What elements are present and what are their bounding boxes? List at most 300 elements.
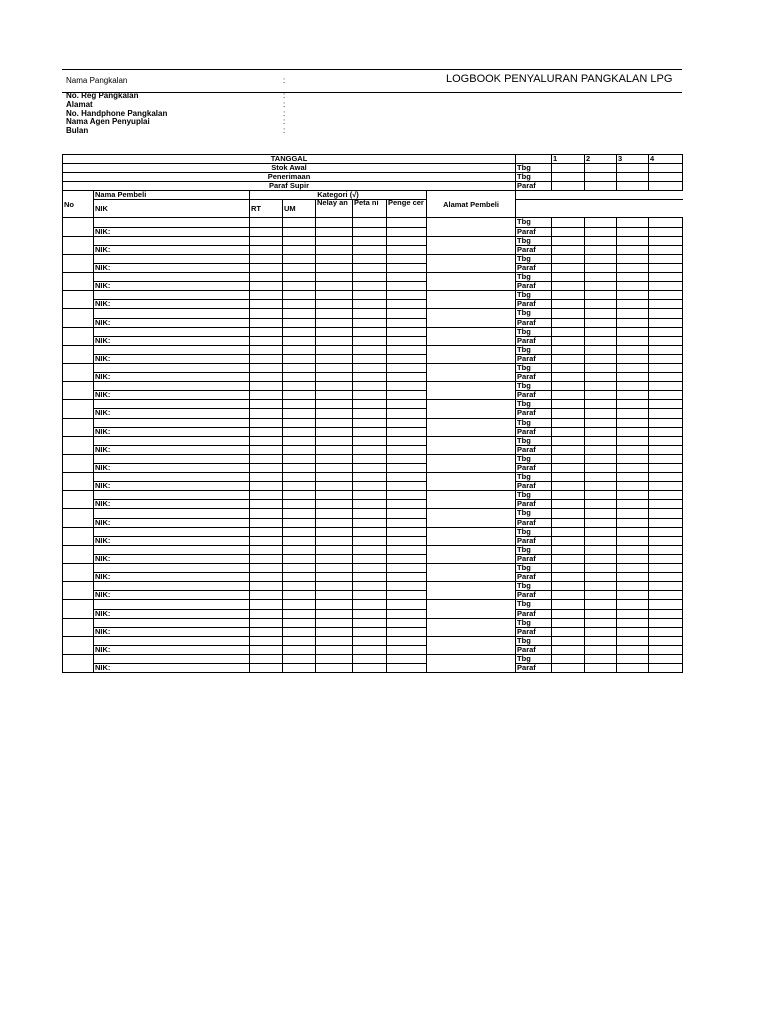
kategori-cell[interactable] — [353, 263, 387, 272]
entry-no-cell[interactable] — [63, 382, 94, 400]
kategori-cell[interactable] — [283, 573, 316, 582]
kategori-cell[interactable] — [387, 609, 427, 618]
kategori-cell[interactable] — [250, 227, 283, 236]
kategori-cell[interactable] — [316, 327, 353, 336]
day-cell[interactable] — [585, 291, 617, 300]
nama-pembeli-cell[interactable] — [94, 454, 250, 463]
kategori-cell[interactable] — [250, 500, 283, 509]
kategori-cell[interactable] — [387, 545, 427, 554]
kategori-cell[interactable] — [283, 245, 316, 254]
kategori-cell[interactable] — [353, 336, 387, 345]
day-cell[interactable] — [649, 309, 683, 318]
day-cell[interactable] — [552, 273, 585, 282]
kategori-cell[interactable] — [387, 336, 427, 345]
day-cell[interactable] — [649, 263, 683, 272]
kategori-cell[interactable] — [250, 518, 283, 527]
entry-no-cell[interactable] — [63, 545, 94, 563]
nama-pembeli-cell[interactable] — [94, 491, 250, 500]
day-cell[interactable] — [649, 627, 683, 636]
alamat-pembeli-cell[interactable] — [427, 636, 516, 654]
entry-no-cell[interactable] — [63, 509, 94, 527]
kategori-cell[interactable] — [283, 254, 316, 263]
kategori-cell[interactable] — [387, 454, 427, 463]
alamat-pembeli-cell[interactable] — [427, 273, 516, 291]
kategori-cell[interactable] — [387, 309, 427, 318]
kategori-cell[interactable] — [250, 664, 283, 673]
kategori-cell[interactable] — [283, 664, 316, 673]
day-cell[interactable] — [617, 482, 649, 491]
nama-pembeli-cell[interactable] — [94, 309, 250, 318]
kategori-cell[interactable] — [316, 354, 353, 363]
day-cell[interactable] — [617, 564, 649, 573]
kategori-cell[interactable] — [250, 282, 283, 291]
kategori-cell[interactable] — [353, 391, 387, 400]
kategori-cell[interactable] — [283, 536, 316, 545]
kategori-cell[interactable] — [353, 282, 387, 291]
day-cell[interactable] — [552, 591, 585, 600]
kategori-cell[interactable] — [250, 509, 283, 518]
day-cell[interactable] — [552, 300, 585, 309]
day-cell[interactable] — [552, 600, 585, 609]
kategori-cell[interactable] — [387, 263, 427, 272]
kategori-cell[interactable] — [250, 263, 283, 272]
kategori-cell[interactable] — [250, 409, 283, 418]
kategori-cell[interactable] — [250, 627, 283, 636]
kategori-cell[interactable] — [250, 354, 283, 363]
day-cell[interactable] — [585, 318, 617, 327]
alamat-pembeli-cell[interactable] — [427, 309, 516, 327]
day-cell[interactable] — [617, 491, 649, 500]
kategori-cell[interactable] — [353, 591, 387, 600]
day-cell[interactable] — [649, 445, 683, 454]
kategori-cell[interactable] — [250, 591, 283, 600]
kategori-cell[interactable] — [353, 427, 387, 436]
day-cell[interactable] — [585, 173, 617, 182]
day-cell[interactable] — [585, 436, 617, 445]
kategori-cell[interactable] — [353, 327, 387, 336]
day-cell[interactable] — [552, 309, 585, 318]
kategori-cell[interactable] — [353, 627, 387, 636]
kategori-cell[interactable] — [283, 618, 316, 627]
nama-pembeli-cell[interactable] — [94, 291, 250, 300]
kategori-cell[interactable] — [353, 600, 387, 609]
kategori-cell[interactable] — [250, 327, 283, 336]
day-cell[interactable] — [649, 164, 683, 173]
kategori-cell[interactable] — [250, 391, 283, 400]
kategori-cell[interactable] — [316, 418, 353, 427]
day-cell[interactable] — [617, 436, 649, 445]
alamat-pembeli-cell[interactable] — [427, 509, 516, 527]
kategori-cell[interactable] — [387, 245, 427, 254]
kategori-cell[interactable] — [387, 473, 427, 482]
kategori-cell[interactable] — [353, 482, 387, 491]
kategori-cell[interactable] — [283, 400, 316, 409]
day-cell[interactable] — [585, 454, 617, 463]
day-cell[interactable] — [649, 391, 683, 400]
kategori-cell[interactable] — [387, 218, 427, 227]
entry-no-cell[interactable] — [63, 600, 94, 618]
nama-pembeli-cell[interactable] — [94, 436, 250, 445]
kategori-cell[interactable] — [353, 291, 387, 300]
day-cell[interactable] — [617, 236, 649, 245]
nama-pembeli-cell[interactable] — [94, 618, 250, 627]
kategori-cell[interactable] — [283, 482, 316, 491]
nama-pembeli-cell[interactable] — [94, 273, 250, 282]
kategori-cell[interactable] — [316, 627, 353, 636]
day-cell[interactable] — [585, 391, 617, 400]
kategori-cell[interactable] — [250, 309, 283, 318]
kategori-cell[interactable] — [283, 273, 316, 282]
kategori-cell[interactable] — [353, 500, 387, 509]
alamat-pembeli-cell[interactable] — [427, 491, 516, 509]
day-cell[interactable] — [649, 473, 683, 482]
day-cell[interactable] — [552, 518, 585, 527]
day-cell[interactable] — [552, 354, 585, 363]
entry-no-cell[interactable] — [63, 291, 94, 309]
kategori-cell[interactable] — [316, 582, 353, 591]
day-cell[interactable] — [552, 473, 585, 482]
kategori-cell[interactable] — [283, 318, 316, 327]
day-cell[interactable] — [552, 427, 585, 436]
day-cell[interactable] — [585, 518, 617, 527]
kategori-cell[interactable] — [250, 400, 283, 409]
kategori-cell[interactable] — [316, 227, 353, 236]
kategori-cell[interactable] — [283, 554, 316, 563]
day-cell[interactable] — [552, 263, 585, 272]
kategori-cell[interactable] — [283, 282, 316, 291]
nama-pembeli-cell[interactable] — [94, 218, 250, 227]
day-cell[interactable] — [649, 327, 683, 336]
kategori-cell[interactable] — [387, 591, 427, 600]
day-cell[interactable] — [552, 500, 585, 509]
day-cell[interactable] — [649, 482, 683, 491]
day-cell[interactable] — [552, 282, 585, 291]
kategori-cell[interactable] — [283, 645, 316, 654]
kategori-cell[interactable] — [387, 518, 427, 527]
kategori-cell[interactable] — [387, 464, 427, 473]
kategori-cell[interactable] — [353, 545, 387, 554]
day-cell[interactable] — [617, 518, 649, 527]
day-cell[interactable] — [617, 245, 649, 254]
day-cell[interactable] — [649, 645, 683, 654]
day-cell[interactable] — [552, 164, 585, 173]
kategori-cell[interactable] — [250, 609, 283, 618]
kategori-cell[interactable] — [316, 518, 353, 527]
day-cell[interactable] — [585, 473, 617, 482]
day-cell[interactable] — [649, 491, 683, 500]
kategori-cell[interactable] — [316, 600, 353, 609]
day-cell[interactable] — [585, 500, 617, 509]
kategori-cell[interactable] — [353, 254, 387, 263]
day-cell[interactable] — [585, 445, 617, 454]
day-cell[interactable] — [585, 309, 617, 318]
kategori-cell[interactable] — [316, 564, 353, 573]
kategori-cell[interactable] — [316, 473, 353, 482]
kategori-cell[interactable] — [250, 573, 283, 582]
nama-pembeli-cell[interactable] — [94, 564, 250, 573]
kategori-cell[interactable] — [250, 600, 283, 609]
day-cell[interactable] — [617, 400, 649, 409]
kategori-cell[interactable] — [283, 491, 316, 500]
kategori-cell[interactable] — [283, 591, 316, 600]
day-cell[interactable] — [585, 582, 617, 591]
kategori-cell[interactable] — [387, 363, 427, 372]
day-cell[interactable] — [649, 545, 683, 554]
alamat-pembeli-cell[interactable] — [427, 400, 516, 418]
kategori-cell[interactable] — [387, 600, 427, 609]
kategori-cell[interactable] — [283, 309, 316, 318]
day-cell[interactable] — [649, 564, 683, 573]
kategori-cell[interactable] — [250, 527, 283, 536]
day-cell[interactable] — [585, 236, 617, 245]
kategori-cell[interactable] — [316, 554, 353, 563]
entry-no-cell[interactable] — [63, 236, 94, 254]
day-cell[interactable] — [552, 636, 585, 645]
alamat-pembeli-cell[interactable] — [427, 473, 516, 491]
nama-pembeli-cell[interactable] — [94, 236, 250, 245]
kategori-cell[interactable] — [353, 536, 387, 545]
day-cell[interactable] — [552, 509, 585, 518]
kategori-cell[interactable] — [283, 436, 316, 445]
kategori-cell[interactable] — [353, 218, 387, 227]
kategori-cell[interactable] — [316, 245, 353, 254]
kategori-cell[interactable] — [316, 609, 353, 618]
kategori-cell[interactable] — [353, 354, 387, 363]
day-cell[interactable] — [617, 282, 649, 291]
kategori-cell[interactable] — [353, 418, 387, 427]
kategori-cell[interactable] — [250, 273, 283, 282]
day-cell[interactable] — [649, 382, 683, 391]
kategori-cell[interactable] — [387, 282, 427, 291]
day-cell[interactable] — [617, 336, 649, 345]
day-cell[interactable] — [552, 327, 585, 336]
day-cell[interactable] — [649, 518, 683, 527]
kategori-cell[interactable] — [316, 636, 353, 645]
entry-no-cell[interactable] — [63, 636, 94, 654]
day-cell[interactable] — [617, 545, 649, 554]
entry-no-cell[interactable] — [63, 527, 94, 545]
kategori-cell[interactable] — [250, 654, 283, 663]
kategori-cell[interactable] — [387, 436, 427, 445]
day-cell[interactable] — [649, 454, 683, 463]
kategori-cell[interactable] — [353, 318, 387, 327]
kategori-cell[interactable] — [316, 273, 353, 282]
day-cell[interactable] — [585, 218, 617, 227]
day-cell[interactable] — [617, 591, 649, 600]
entry-no-cell[interactable] — [63, 654, 94, 672]
alamat-pembeli-cell[interactable] — [427, 345, 516, 363]
kategori-cell[interactable] — [353, 454, 387, 463]
nama-pembeli-cell[interactable] — [94, 363, 250, 372]
day-cell[interactable] — [552, 391, 585, 400]
day-cell[interactable] — [585, 336, 617, 345]
kategori-cell[interactable] — [316, 363, 353, 372]
day-cell[interactable] — [552, 227, 585, 236]
kategori-cell[interactable] — [316, 545, 353, 554]
day-cell[interactable] — [617, 409, 649, 418]
entry-no-cell[interactable] — [63, 273, 94, 291]
kategori-cell[interactable] — [316, 445, 353, 454]
kategori-cell[interactable] — [250, 536, 283, 545]
day-cell[interactable] — [649, 418, 683, 427]
day-cell[interactable] — [649, 464, 683, 473]
kategori-cell[interactable] — [353, 654, 387, 663]
alamat-pembeli-cell[interactable] — [427, 564, 516, 582]
day-cell[interactable] — [585, 527, 617, 536]
kategori-cell[interactable] — [250, 473, 283, 482]
entry-no-cell[interactable] — [63, 363, 94, 381]
day-cell[interactable] — [617, 173, 649, 182]
kategori-cell[interactable] — [316, 427, 353, 436]
kategori-cell[interactable] — [316, 464, 353, 473]
day-cell[interactable] — [585, 400, 617, 409]
kategori-cell[interactable] — [316, 482, 353, 491]
day-cell[interactable] — [552, 491, 585, 500]
nama-pembeli-cell[interactable] — [94, 545, 250, 554]
kategori-cell[interactable] — [353, 236, 387, 245]
alamat-pembeli-cell[interactable] — [427, 618, 516, 636]
nama-pembeli-cell[interactable] — [94, 345, 250, 354]
kategori-cell[interactable] — [316, 345, 353, 354]
kategori-cell[interactable] — [387, 654, 427, 663]
day-cell[interactable] — [585, 509, 617, 518]
kategori-cell[interactable] — [316, 664, 353, 673]
day-cell[interactable] — [552, 573, 585, 582]
alamat-pembeli-cell[interactable] — [427, 654, 516, 672]
kategori-cell[interactable] — [316, 654, 353, 663]
nama-pembeli-cell[interactable] — [94, 254, 250, 263]
day-cell[interactable] — [617, 300, 649, 309]
alamat-pembeli-cell[interactable] — [427, 527, 516, 545]
kategori-cell[interactable] — [250, 436, 283, 445]
kategori-cell[interactable] — [283, 545, 316, 554]
day-cell[interactable] — [617, 573, 649, 582]
day-cell[interactable] — [552, 436, 585, 445]
day-cell[interactable] — [649, 291, 683, 300]
kategori-cell[interactable] — [250, 291, 283, 300]
day-cell[interactable] — [585, 354, 617, 363]
kategori-cell[interactable] — [250, 645, 283, 654]
kategori-cell[interactable] — [283, 427, 316, 436]
day-cell[interactable] — [585, 600, 617, 609]
day-cell[interactable] — [649, 591, 683, 600]
kategori-cell[interactable] — [283, 454, 316, 463]
day-cell[interactable] — [585, 363, 617, 372]
kategori-cell[interactable] — [353, 400, 387, 409]
kategori-cell[interactable] — [250, 236, 283, 245]
kategori-cell[interactable] — [250, 454, 283, 463]
day-cell[interactable] — [552, 582, 585, 591]
day-cell[interactable] — [617, 454, 649, 463]
kategori-cell[interactable] — [387, 227, 427, 236]
day-cell[interactable] — [617, 609, 649, 618]
day-cell[interactable] — [552, 363, 585, 372]
day-cell[interactable] — [617, 473, 649, 482]
day-cell[interactable] — [617, 291, 649, 300]
kategori-cell[interactable] — [387, 573, 427, 582]
day-cell[interactable] — [585, 345, 617, 354]
nama-pembeli-cell[interactable] — [94, 509, 250, 518]
day-cell[interactable] — [585, 591, 617, 600]
alamat-pembeli-cell[interactable] — [427, 291, 516, 309]
kategori-cell[interactable] — [283, 582, 316, 591]
day-cell[interactable] — [617, 636, 649, 645]
entry-no-cell[interactable] — [63, 564, 94, 582]
day-cell[interactable] — [552, 609, 585, 618]
kategori-cell[interactable] — [283, 518, 316, 527]
day-cell[interactable] — [617, 645, 649, 654]
day-cell[interactable] — [585, 409, 617, 418]
kategori-cell[interactable] — [387, 327, 427, 336]
day-cell[interactable] — [552, 182, 585, 191]
day-cell[interactable] — [617, 554, 649, 563]
day-cell[interactable] — [649, 618, 683, 627]
kategori-cell[interactable] — [250, 427, 283, 436]
day-cell[interactable] — [552, 345, 585, 354]
kategori-cell[interactable] — [316, 645, 353, 654]
day-cell[interactable] — [552, 536, 585, 545]
day-cell[interactable] — [617, 218, 649, 227]
day-cell[interactable] — [552, 318, 585, 327]
alamat-pembeli-cell[interactable] — [427, 327, 516, 345]
kategori-cell[interactable] — [283, 600, 316, 609]
entry-no-cell[interactable] — [63, 254, 94, 272]
kategori-cell[interactable] — [387, 273, 427, 282]
day-cell[interactable] — [617, 600, 649, 609]
kategori-cell[interactable] — [283, 473, 316, 482]
kategori-cell[interactable] — [316, 373, 353, 382]
kategori-cell[interactable] — [283, 227, 316, 236]
kategori-cell[interactable] — [353, 509, 387, 518]
kategori-cell[interactable] — [250, 318, 283, 327]
entry-no-cell[interactable] — [63, 618, 94, 636]
entry-no-cell[interactable] — [63, 345, 94, 363]
kategori-cell[interactable] — [250, 636, 283, 645]
day-cell[interactable] — [649, 573, 683, 582]
day-cell[interactable] — [617, 273, 649, 282]
kategori-cell[interactable] — [283, 627, 316, 636]
day-cell[interactable] — [649, 500, 683, 509]
day-cell[interactable] — [552, 664, 585, 673]
day-cell[interactable] — [649, 363, 683, 372]
kategori-cell[interactable] — [353, 473, 387, 482]
day-cell[interactable] — [649, 300, 683, 309]
kategori-cell[interactable] — [283, 409, 316, 418]
kategori-cell[interactable] — [250, 245, 283, 254]
day-cell[interactable] — [617, 445, 649, 454]
kategori-cell[interactable] — [387, 664, 427, 673]
kategori-cell[interactable] — [353, 345, 387, 354]
day-cell[interactable] — [552, 645, 585, 654]
kategori-cell[interactable] — [353, 409, 387, 418]
kategori-cell[interactable] — [387, 345, 427, 354]
day-cell[interactable] — [585, 545, 617, 554]
entry-no-cell[interactable] — [63, 218, 94, 236]
alamat-pembeli-cell[interactable] — [427, 218, 516, 236]
day-cell[interactable] — [617, 182, 649, 191]
day-cell[interactable] — [585, 564, 617, 573]
kategori-cell[interactable] — [387, 291, 427, 300]
kategori-cell[interactable] — [353, 491, 387, 500]
kategori-cell[interactable] — [250, 363, 283, 372]
kategori-cell[interactable] — [387, 582, 427, 591]
kategori-cell[interactable] — [316, 218, 353, 227]
kategori-cell[interactable] — [387, 427, 427, 436]
day-cell[interactable] — [552, 291, 585, 300]
kategori-cell[interactable] — [353, 554, 387, 563]
kategori-cell[interactable] — [387, 618, 427, 627]
kategori-cell[interactable] — [353, 645, 387, 654]
